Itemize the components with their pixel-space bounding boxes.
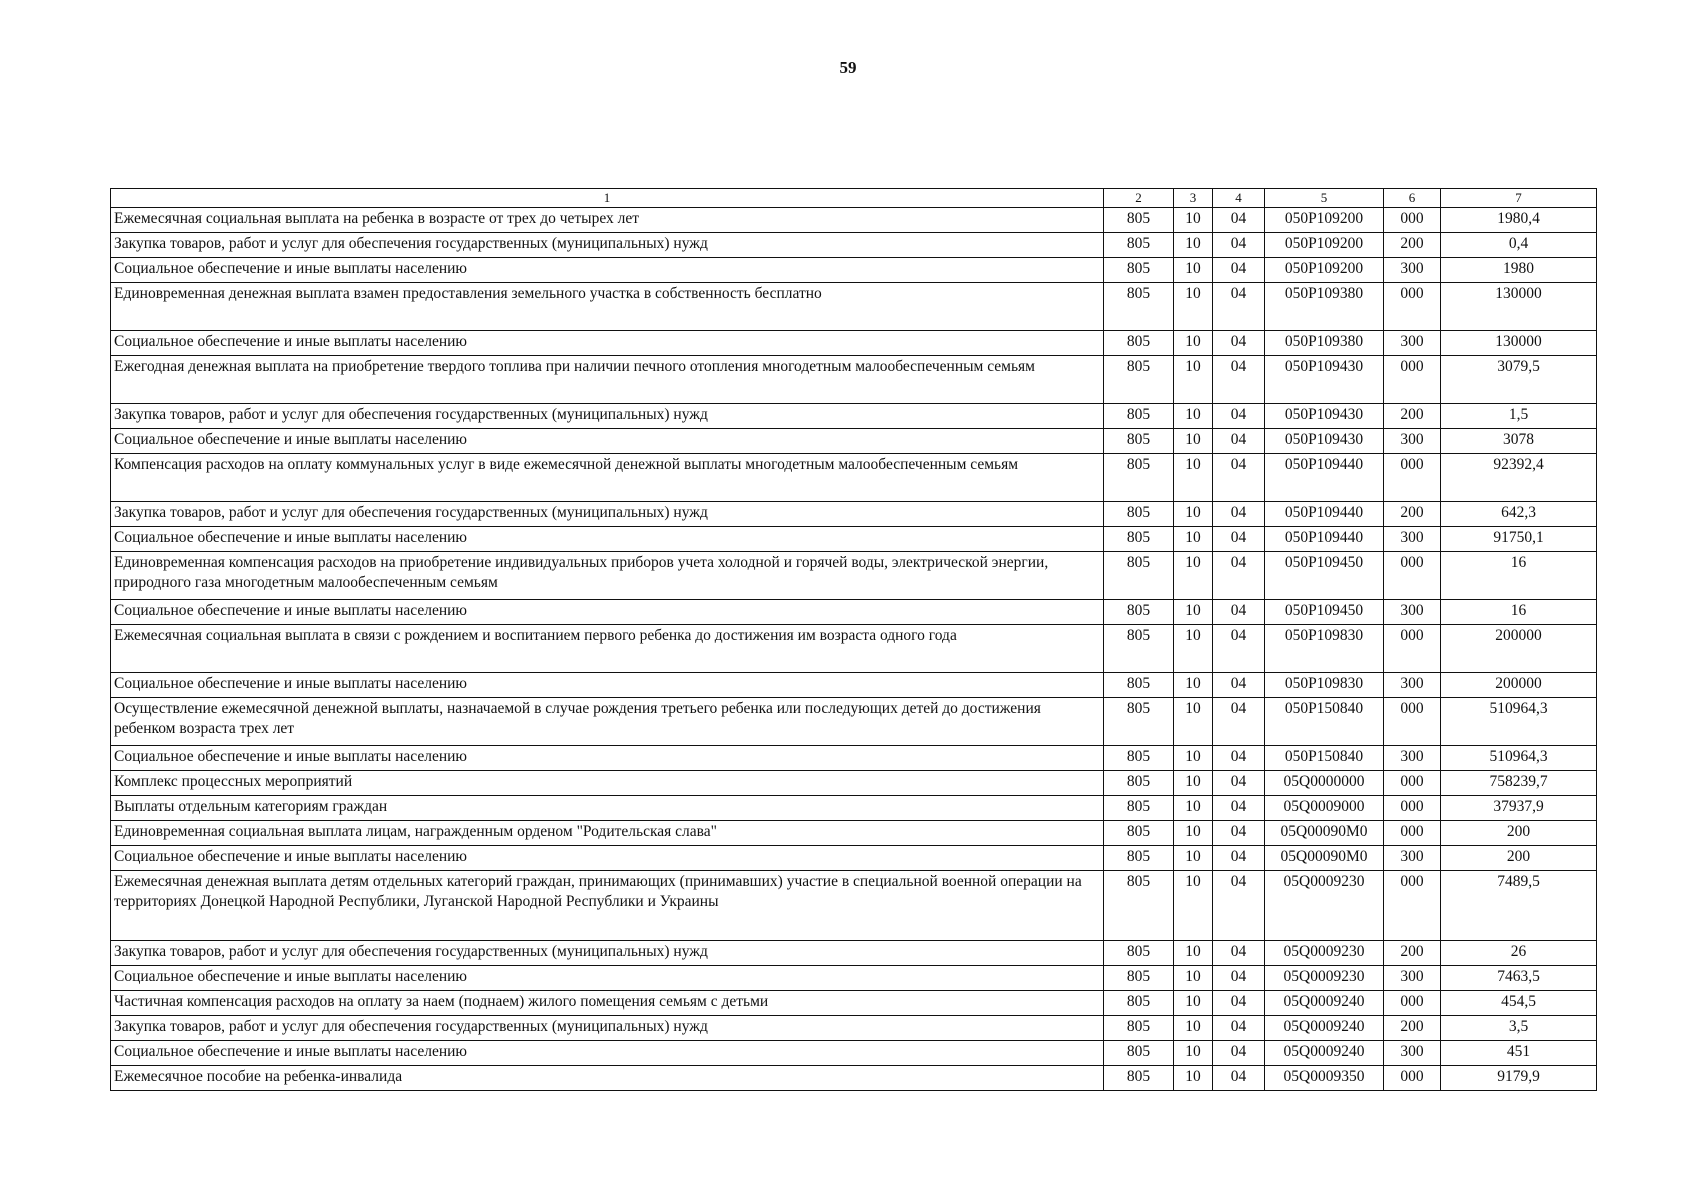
target-article-cell: 05Q0009240 (1265, 1016, 1384, 1041)
section-cell: 10 (1174, 871, 1213, 941)
section-cell: 10 (1174, 208, 1213, 233)
section-cell: 10 (1174, 233, 1213, 258)
expense-type-cell: 300 (1384, 331, 1441, 356)
amount-cell: 37937,9 (1441, 796, 1597, 821)
table-row (111, 356, 1597, 404)
section-cell: 10 (1174, 625, 1213, 673)
table-row (111, 552, 1597, 600)
subsection-cell: 04 (1213, 429, 1265, 454)
expense-name-cell: Социальное обеспечение и иные выплаты населению (111, 429, 1104, 454)
amount-cell: 9179,9 (1441, 1066, 1597, 1091)
table-row (111, 966, 1597, 991)
ved-code-cell: 805 (1104, 208, 1174, 233)
table-row (111, 796, 1597, 821)
expense-type-cell: 000 (1384, 821, 1441, 846)
target-article-cell: 05Q0000000 (1265, 771, 1384, 796)
amount-cell: 758239,7 (1441, 771, 1597, 796)
ved-code-cell: 805 (1104, 771, 1174, 796)
table-row (111, 625, 1597, 673)
table-row (111, 208, 1597, 233)
section-cell: 10 (1174, 821, 1213, 846)
table-row (111, 429, 1597, 454)
column-header: 6 (1384, 189, 1441, 208)
expense-name-cell: Закупка товаров, работ и услуг для обеспечения государственных (муниципальных) нужд (111, 941, 1104, 966)
subsection-cell: 04 (1213, 600, 1265, 625)
expense-name-cell: Ежемесячная социальная выплата на ребенка в возрасте от трех до четырех лет (111, 208, 1104, 233)
section-cell: 10 (1174, 356, 1213, 404)
subsection-cell: 04 (1213, 1041, 1265, 1066)
section-cell: 10 (1174, 1016, 1213, 1041)
subsection-cell: 04 (1213, 331, 1265, 356)
table-row (111, 698, 1597, 746)
section-cell: 10 (1174, 746, 1213, 771)
ved-code-cell: 805 (1104, 283, 1174, 331)
section-cell: 10 (1174, 771, 1213, 796)
section-cell: 10 (1174, 258, 1213, 283)
amount-cell: 16 (1441, 552, 1597, 600)
expense-name-cell: Социальное обеспечение и иные выплаты населению (111, 846, 1104, 871)
target-article-cell: 05Q0009240 (1265, 991, 1384, 1016)
target-article-cell: 050P109450 (1265, 600, 1384, 625)
amount-cell: 1980,4 (1441, 208, 1597, 233)
expense-name-cell: Социальное обеспечение и иные выплаты населению (111, 331, 1104, 356)
expense-type-cell: 300 (1384, 966, 1441, 991)
ved-code-cell: 805 (1104, 331, 1174, 356)
table-row (111, 283, 1597, 331)
table-row (111, 846, 1597, 871)
table-row (111, 527, 1597, 552)
amount-cell: 91750,1 (1441, 527, 1597, 552)
expense-name-cell: Ежемесячная социальная выплата в связи с рождением и воспитанием первого ребенка до достижения им возраста одного года (111, 625, 1104, 673)
table-row (111, 258, 1597, 283)
expense-type-cell: 000 (1384, 454, 1441, 502)
subsection-cell: 04 (1213, 698, 1265, 746)
expense-type-cell: 000 (1384, 796, 1441, 821)
subsection-cell: 04 (1213, 846, 1265, 871)
expense-type-cell: 000 (1384, 871, 1441, 941)
expense-type-cell: 300 (1384, 429, 1441, 454)
subsection-cell: 04 (1213, 771, 1265, 796)
ved-code-cell: 805 (1104, 600, 1174, 625)
expense-name-cell: Закупка товаров, работ и услуг для обеспечения государственных (муниципальных) нужд (111, 502, 1104, 527)
amount-cell: 3,5 (1441, 1016, 1597, 1041)
expense-name-cell: Закупка товаров, работ и услуг для обеспечения государственных (муниципальных) нужд (111, 233, 1104, 258)
target-article-cell: 050P109200 (1265, 208, 1384, 233)
ved-code-cell: 805 (1104, 552, 1174, 600)
target-article-cell: 050P109830 (1265, 673, 1384, 698)
subsection-cell: 04 (1213, 404, 1265, 429)
section-cell: 10 (1174, 846, 1213, 871)
table-row (111, 821, 1597, 846)
expense-type-cell: 300 (1384, 1041, 1441, 1066)
column-header: 3 (1174, 189, 1213, 208)
subsection-cell: 04 (1213, 1016, 1265, 1041)
subsection-cell: 04 (1213, 233, 1265, 258)
amount-cell: 92392,4 (1441, 454, 1597, 502)
ved-code-cell: 805 (1104, 356, 1174, 404)
expense-name-cell: Осуществление ежемесячной денежной выплаты, назначаемой в случае рождения третьего ребенка или последующих детей до достижения ребенком возраста трех лет (111, 698, 1104, 746)
section-cell: 10 (1174, 404, 1213, 429)
amount-cell: 510964,3 (1441, 698, 1597, 746)
ved-code-cell: 805 (1104, 1016, 1174, 1041)
ved-code-cell: 805 (1104, 625, 1174, 673)
expense-name-cell: Частичная компенсация расходов на оплату за наем (поднаем) жилого помещения семьям с детьми (111, 991, 1104, 1016)
table-row (111, 1041, 1597, 1066)
subsection-cell: 04 (1213, 941, 1265, 966)
expense-type-cell: 000 (1384, 771, 1441, 796)
section-cell: 10 (1174, 552, 1213, 600)
target-article-cell: 050P109440 (1265, 454, 1384, 502)
expense-name-cell: Ежегодная денежная выплата на приобретение твердого топлива при наличии печного отопления многодетным малообеспеченным семьям (111, 356, 1104, 404)
expense-type-cell: 300 (1384, 746, 1441, 771)
expense-type-cell: 000 (1384, 552, 1441, 600)
amount-cell: 642,3 (1441, 502, 1597, 527)
target-article-cell: 050P109380 (1265, 283, 1384, 331)
section-cell: 10 (1174, 502, 1213, 527)
column-header: 2 (1104, 189, 1174, 208)
amount-cell: 200 (1441, 846, 1597, 871)
expense-type-cell: 000 (1384, 698, 1441, 746)
expense-type-cell: 200 (1384, 233, 1441, 258)
subsection-cell: 04 (1213, 356, 1265, 404)
section-cell: 10 (1174, 941, 1213, 966)
column-header: 1 (111, 189, 1104, 208)
header-row (111, 189, 1597, 208)
expense-name-cell: Социальное обеспечение и иные выплаты населению (111, 966, 1104, 991)
amount-cell: 451 (1441, 1041, 1597, 1066)
amount-cell: 1980 (1441, 258, 1597, 283)
section-cell: 10 (1174, 673, 1213, 698)
table-row (111, 871, 1597, 941)
expense-type-cell: 000 (1384, 625, 1441, 673)
expense-type-cell: 300 (1384, 527, 1441, 552)
target-article-cell: 050P109440 (1265, 502, 1384, 527)
target-article-cell: 050P109450 (1265, 552, 1384, 600)
target-article-cell: 05Q0009230 (1265, 966, 1384, 991)
budget-table (110, 188, 1597, 1091)
expense-name-cell: Выплаты отдельным категориям граждан (111, 796, 1104, 821)
target-article-cell: 050P150840 (1265, 698, 1384, 746)
subsection-cell: 04 (1213, 821, 1265, 846)
target-article-cell: 05Q00090M0 (1265, 821, 1384, 846)
table-row (111, 1016, 1597, 1041)
section-cell: 10 (1174, 527, 1213, 552)
expense-name-cell: Компенсация расходов на оплату коммунальных услуг в виде ежемесячной денежной выплаты многодетным малообеспеченным семьям (111, 454, 1104, 502)
target-article-cell: 05Q0009240 (1265, 1041, 1384, 1066)
page-number: 59 (839, 58, 857, 77)
ved-code-cell: 805 (1104, 871, 1174, 941)
target-article-cell: 050P109430 (1265, 404, 1384, 429)
subsection-cell: 04 (1213, 746, 1265, 771)
expense-type-cell: 300 (1384, 600, 1441, 625)
expense-name-cell: Закупка товаров, работ и услуг для обеспечения государственных (муниципальных) нужд (111, 1016, 1104, 1041)
section-cell: 10 (1174, 283, 1213, 331)
expense-name-cell: Социальное обеспечение и иные выплаты населению (111, 673, 1104, 698)
expense-type-cell: 000 (1384, 283, 1441, 331)
table-row (111, 941, 1597, 966)
amount-cell: 3078 (1441, 429, 1597, 454)
section-cell: 10 (1174, 454, 1213, 502)
table-row (111, 502, 1597, 527)
ved-code-cell: 805 (1104, 404, 1174, 429)
target-article-cell: 05Q0009230 (1265, 871, 1384, 941)
table-row (111, 404, 1597, 429)
table-row (111, 1066, 1597, 1091)
expense-type-cell: 200 (1384, 502, 1441, 527)
expense-name-cell: Социальное обеспечение и иные выплаты населению (111, 527, 1104, 552)
section-cell: 10 (1174, 1041, 1213, 1066)
ved-code-cell: 805 (1104, 527, 1174, 552)
subsection-cell: 04 (1213, 991, 1265, 1016)
subsection-cell: 04 (1213, 796, 1265, 821)
expense-name-cell: Единовременная компенсация расходов на приобретение индивидуальных приборов учета холодной и горячей воды, электрической энергии, природного газа многодетным малообеспеченным семьям (111, 552, 1104, 600)
table-row (111, 771, 1597, 796)
target-article-cell: 050P150840 (1265, 746, 1384, 771)
column-header: 5 (1265, 189, 1384, 208)
amount-cell: 130000 (1441, 283, 1597, 331)
subsection-cell: 04 (1213, 1066, 1265, 1091)
expense-name-cell: Ежемесячная денежная выплата детям отдельных категорий граждан, принимающих (принимавших) участие в специальной военной операции на территориях Донецкой Народной Республики, Луганской Народной Республики и Украины (111, 871, 1104, 941)
ved-code-cell: 805 (1104, 673, 1174, 698)
ved-code-cell: 805 (1104, 821, 1174, 846)
ved-code-cell: 805 (1104, 941, 1174, 966)
target-article-cell: 05Q00090M0 (1265, 846, 1384, 871)
amount-cell: 130000 (1441, 331, 1597, 356)
amount-cell: 16 (1441, 600, 1597, 625)
target-article-cell: 050P109830 (1265, 625, 1384, 673)
expense-type-cell: 000 (1384, 208, 1441, 233)
subsection-cell: 04 (1213, 208, 1265, 233)
subsection-cell: 04 (1213, 625, 1265, 673)
column-header: 7 (1441, 189, 1597, 208)
amount-cell: 200000 (1441, 625, 1597, 673)
subsection-cell: 04 (1213, 552, 1265, 600)
table-row (111, 233, 1597, 258)
section-cell: 10 (1174, 991, 1213, 1016)
amount-cell: 200 (1441, 821, 1597, 846)
expense-name-cell: Социальное обеспечение и иные выплаты населению (111, 258, 1104, 283)
amount-cell: 510964,3 (1441, 746, 1597, 771)
ved-code-cell: 805 (1104, 966, 1174, 991)
ved-code-cell: 805 (1104, 1066, 1174, 1091)
section-cell: 10 (1174, 796, 1213, 821)
ved-code-cell: 805 (1104, 796, 1174, 821)
target-article-cell: 050P109430 (1265, 429, 1384, 454)
subsection-cell: 04 (1213, 871, 1265, 941)
target-article-cell: 050P109380 (1265, 331, 1384, 356)
ved-code-cell: 805 (1104, 846, 1174, 871)
ved-code-cell: 805 (1104, 1041, 1174, 1066)
ved-code-cell: 805 (1104, 991, 1174, 1016)
subsection-cell: 04 (1213, 454, 1265, 502)
amount-cell: 3079,5 (1441, 356, 1597, 404)
expense-type-cell: 200 (1384, 1016, 1441, 1041)
ved-code-cell: 805 (1104, 233, 1174, 258)
table-row (111, 991, 1597, 1016)
expense-type-cell: 300 (1384, 673, 1441, 698)
amount-cell: 1,5 (1441, 404, 1597, 429)
expense-name-cell: Социальное обеспечение и иные выплаты населению (111, 600, 1104, 625)
table-row (111, 454, 1597, 502)
expense-name-cell: Комплекс процессных мероприятий (111, 771, 1104, 796)
ved-code-cell: 805 (1104, 698, 1174, 746)
section-cell: 10 (1174, 966, 1213, 991)
subsection-cell: 04 (1213, 673, 1265, 698)
expense-name-cell: Единовременная социальная выплата лицам, награжденным орденом "Родительская слава" (111, 821, 1104, 846)
expense-name-cell: Социальное обеспечение и иные выплаты населению (111, 1041, 1104, 1066)
amount-cell: 0,4 (1441, 233, 1597, 258)
ved-code-cell: 805 (1104, 454, 1174, 502)
expense-type-cell: 000 (1384, 1066, 1441, 1091)
expense-type-cell: 000 (1384, 991, 1441, 1016)
amount-cell: 7489,5 (1441, 871, 1597, 941)
expense-name-cell: Единовременная денежная выплата взамен предоставления земельного участка в собственность бесплатно (111, 283, 1104, 331)
section-cell: 10 (1174, 331, 1213, 356)
expense-type-cell: 000 (1384, 356, 1441, 404)
table-row (111, 673, 1597, 698)
section-cell: 10 (1174, 600, 1213, 625)
amount-cell: 7463,5 (1441, 966, 1597, 991)
section-cell: 10 (1174, 1066, 1213, 1091)
ved-code-cell: 805 (1104, 258, 1174, 283)
section-cell: 10 (1174, 698, 1213, 746)
target-article-cell: 050P109440 (1265, 527, 1384, 552)
column-header: 4 (1213, 189, 1265, 208)
target-article-cell: 05Q0009350 (1265, 1066, 1384, 1091)
target-article-cell: 05Q0009230 (1265, 941, 1384, 966)
target-article-cell: 050P109200 (1265, 233, 1384, 258)
expense-type-cell: 300 (1384, 258, 1441, 283)
subsection-cell: 04 (1213, 527, 1265, 552)
expense-name-cell: Социальное обеспечение и иные выплаты населению (111, 746, 1104, 771)
subsection-cell: 04 (1213, 502, 1265, 527)
amount-cell: 454,5 (1441, 991, 1597, 1016)
section-cell: 10 (1174, 429, 1213, 454)
expense-type-cell: 200 (1384, 404, 1441, 429)
ved-code-cell: 805 (1104, 429, 1174, 454)
subsection-cell: 04 (1213, 283, 1265, 331)
ved-code-cell: 805 (1104, 502, 1174, 527)
expense-name-cell: Закупка товаров, работ и услуг для обеспечения государственных (муниципальных) нужд (111, 404, 1104, 429)
target-article-cell: 050P109430 (1265, 356, 1384, 404)
target-article-cell: 050P109200 (1265, 258, 1384, 283)
amount-cell: 26 (1441, 941, 1597, 966)
expense-type-cell: 200 (1384, 941, 1441, 966)
table-row (111, 600, 1597, 625)
amount-cell: 200000 (1441, 673, 1597, 698)
target-article-cell: 05Q0009000 (1265, 796, 1384, 821)
expense-name-cell: Ежемесячное пособие на ребенка-инвалида (111, 1066, 1104, 1091)
table-row (111, 331, 1597, 356)
expense-type-cell: 300 (1384, 846, 1441, 871)
ved-code-cell: 805 (1104, 746, 1174, 771)
table-row (111, 746, 1597, 771)
subsection-cell: 04 (1213, 258, 1265, 283)
subsection-cell: 04 (1213, 966, 1265, 991)
